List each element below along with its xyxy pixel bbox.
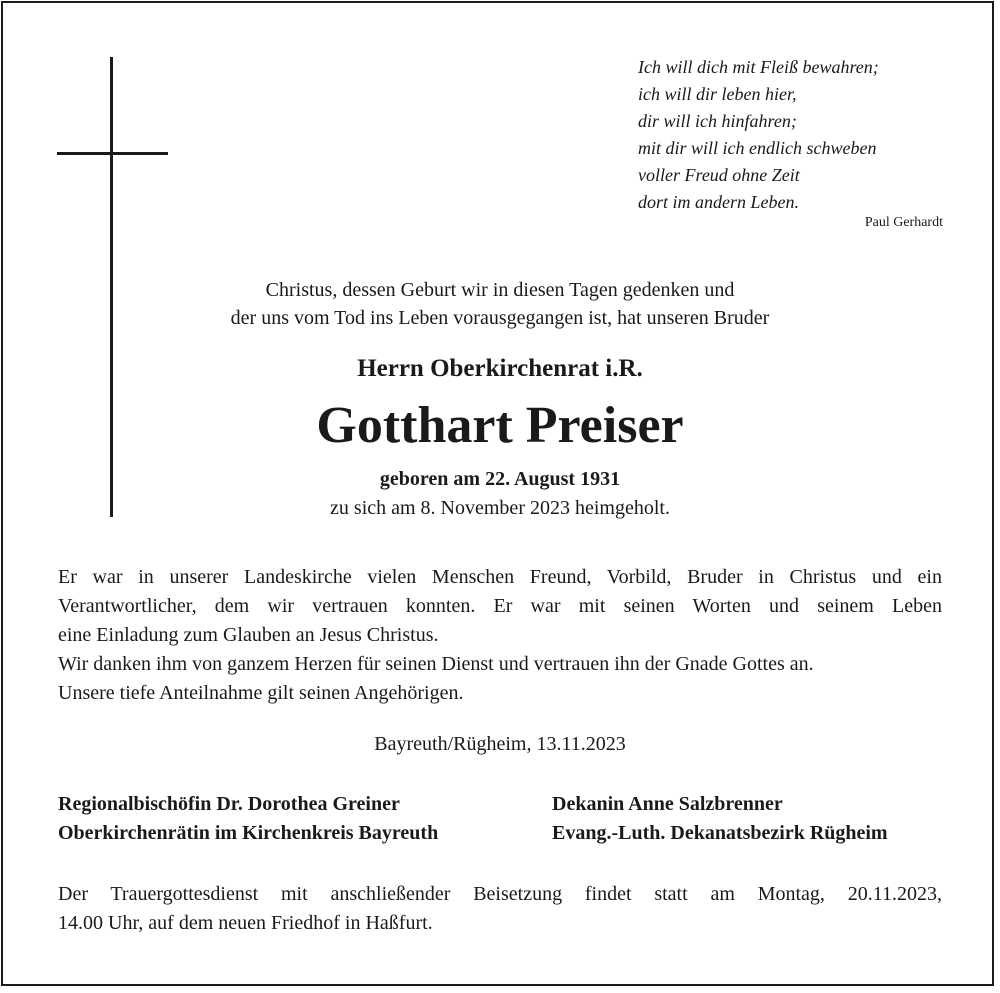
poem-line: dir will ich hinfahren; bbox=[638, 111, 797, 131]
funeral-service-info bbox=[58, 880, 942, 938]
body-text bbox=[58, 563, 942, 708]
service-line: Der Trauergottesdienst mit anschließender Beisetzung findet statt am Montag, 20.11.2023, bbox=[58, 883, 942, 905]
poem-line: ich will dir leben hier, bbox=[638, 84, 797, 104]
intro-text bbox=[100, 276, 900, 332]
poem-line: dort im andern Leben. bbox=[638, 192, 799, 212]
deceased-title: Herrn Oberkirchenrat i.R. bbox=[357, 355, 643, 382]
poem-author: Paul Gerhardt bbox=[864, 215, 943, 230]
poem-line: voller Freud ohne Zeit bbox=[638, 165, 800, 185]
body-line: Verantwortlicher, dem wir vertrauen konnten. Er war mit seinen Worten und seinem Leben bbox=[58, 595, 942, 617]
poem-line: Ich will dich mit Fleiß bewahren; bbox=[638, 57, 879, 77]
poem-block bbox=[638, 54, 948, 216]
body-line: Er war in unserer Landeskirche vielen Menschen Freund, Vorbild, Bruder in Christus und ein bbox=[58, 566, 942, 588]
intro-line: Christus, dessen Geburt wir in diesen Tagen gedenken und bbox=[265, 279, 735, 301]
signature-name: Regionalbischöfin Dr. Dorothea Greiner bbox=[58, 793, 400, 815]
body-line: eine Einladung zum Glauben an Jesus Christus. bbox=[58, 624, 439, 646]
death-date: zu sich am 8. November 2023 heimgeholt. bbox=[330, 497, 670, 519]
signature-role: Evang.-Luth. Dekanatsbezirk Rügheim bbox=[552, 822, 888, 844]
signature-left bbox=[58, 790, 438, 848]
body-line: Wir danken ihm von ganzem Herzen für seinen Dienst und vertrauen ihn der Gnade Gottes an. bbox=[58, 653, 814, 675]
service-line: 14.00 Uhr, auf dem neuen Friedhof in Haßfurt. bbox=[58, 912, 433, 934]
signature-name: Dekanin Anne Salzbrenner bbox=[552, 793, 783, 815]
cross-icon-horizontal bbox=[57, 152, 168, 155]
signature-right bbox=[552, 790, 888, 848]
birth-date: geboren am 22. August 1931 bbox=[379, 468, 621, 490]
signature-role: Oberkirchenrätin im Kirchenkreis Bayreuth bbox=[58, 822, 439, 844]
intro-line: der uns vom Tod ins Leben vorausgegangen ist, hat unseren Bruder bbox=[230, 307, 770, 329]
poem-line: mit dir will ich endlich schweben bbox=[638, 138, 877, 158]
place-date: Bayreuth/Rügheim, 13.11.2023 bbox=[374, 733, 626, 755]
deceased-name: Gotthart Preiser bbox=[316, 397, 684, 454]
body-line: Unsere tiefe Anteilnahme gilt seinen Angehörigen. bbox=[58, 682, 464, 704]
